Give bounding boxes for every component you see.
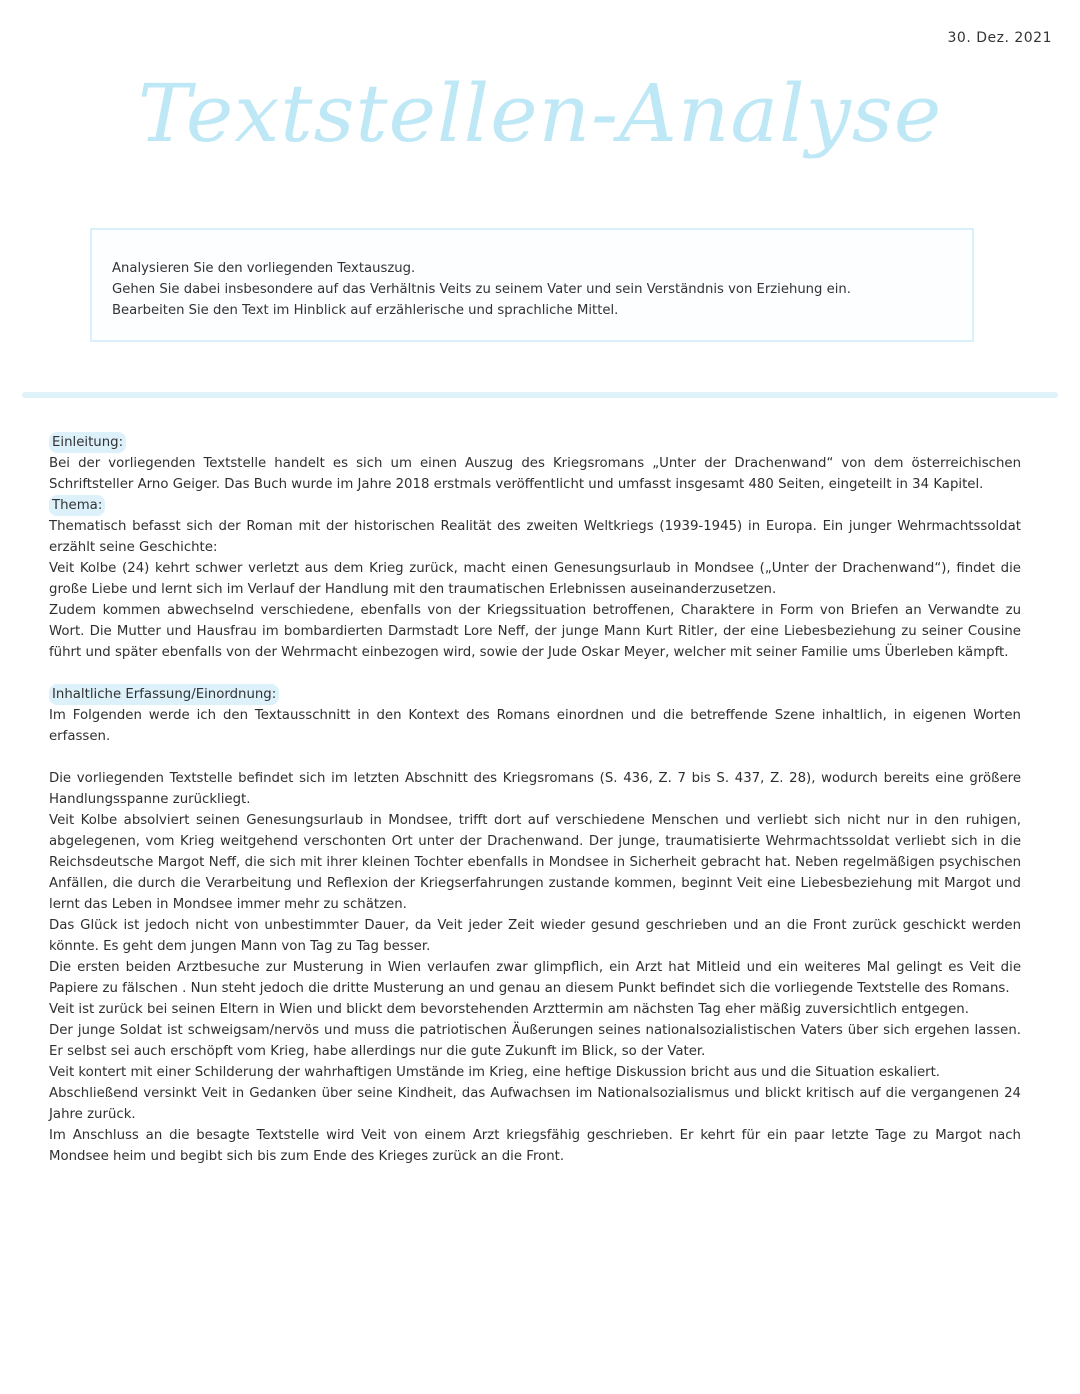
paragraph: Im Anschluss an die besagte Textstelle wird Veit von einem Arzt kriegsfähig geschrieben. Er kehrt für ein paar letzte Tage zu Margot nach Mondsee heim und begibt sich bis zum Ende des Krieges zurück an die Front. xyxy=(49,1128,1021,1164)
paragraph: Die ersten beiden Arztbesuche zur Musterung in Wien verlaufen zwar glimpflich, ein Arzt hat Mitleid und ein weiteres Mal gelingt es Veit die Papiere zu fälschen . Nun steht jedoch die dritte Musterung an und genau an diesem Punkt befindet sich die vorliegende Textstelle des Romans. xyxy=(49,960,1021,996)
paragraph: Veit Kolbe absolviert seinen Genesungsurlaub in Mondsee, trifft dort auf verschiedene Menschen und verliebt sich nicht nur in den ruhigen, abgelegenen, vom Krieg weitgehend verschonten Ort unter der Drachenwand. Der junge, traumatisierte Wehrmachtssoldat verliebt sich in die Reichsdeutsche Margot Neff, die sich mit ihrer kleinen Tochter ebenfalls in Mondsee in Sicherheit gebracht hat. Neben regelmäßigen psychischen Anfällen, die durch die Verarbeitung und Reflexion der Kriegserfahrungen zustande kommen, beginnt Veit eine Liebesbeziehung mit Margot und lernt das Leben in Mondsee immer mehr zu schätzen. xyxy=(49,813,1021,912)
task-line: Gehen Sie dabei insbesondere auf das Verhältnis Veits zu seinem Vater und sein Verständnis von Erziehung ein. xyxy=(112,282,851,297)
date: 30. Dez. 2021 xyxy=(947,30,1052,46)
paragraph: Die vorliegenden Textstelle befindet sich im letzten Abschnitt des Kriegsromans (S. 436, Z. 7 bis S. 437, Z. 28), wodurch bereits eine größere Handlungsspanne zurückliegt. xyxy=(49,771,1021,807)
task-line: Analysieren Sie den vorliegenden Textauszug. xyxy=(112,261,416,276)
task-box xyxy=(90,228,974,342)
task-line: Bearbeiten Sie den Text im Hinblick auf erzählerische und sprachliche Mittel. xyxy=(112,303,619,318)
page-title: Textstellen-Analyse xyxy=(137,67,943,160)
paragraph: Veit Kolbe (24) kehrt schwer verletzt aus dem Krieg zurück, macht einen Genesungsurlaub in Mondsee („Unter der Drachenwand“), findet die große Liebe und lernt sich im Verlauf der Handlung mit den traumatischen Erlebnissen auseinanderzusetzen. xyxy=(49,561,1021,597)
section-heading-einleitung: Einleitung: xyxy=(49,432,126,453)
paragraph: Abschließend versinkt Veit in Gedanken über seine Kindheit, das Aufwachsen im Nationalsozialismus und blickt kritisch auf die vergangenen 24 Jahre zurück. xyxy=(49,1086,1021,1122)
paragraph: Zudem kommen abwechselnd verschiedene, ebenfalls von der Kriegssituation betroffenen, Charaktere in Form von Briefen an Verwandte zu Wort. Die Mutter und Hausfrau im bombardierten Darmstadt Lore Neff, der junge Mann Kurt Ritler, der eine Liebesbeziehung zu seiner Cousine führt und später ebenfalls von der Wehrmacht einbezogen wird, sowie der Jude Oskar Meyer, welcher mit seiner Familie ums Überleben kämpft. xyxy=(49,603,1021,660)
paragraph: Veit ist zurück bei seinen Eltern in Wien und blickt dem bevorstehenden Arzttermin am nächsten Tag eher mäßig zuversichtlich entgegen. xyxy=(49,1002,969,1017)
paragraph: Der junge Soldat ist schweigsam/nervös und muss die patriotischen Äußerungen seines nationalsozialistischen Vaters über sich ergehen lassen. Er selbst sei auch erschöpft vom Krieg, habe allerdings nur die gute Zukunft im Blick, so der Vater. xyxy=(49,1023,1021,1059)
divider xyxy=(22,392,1058,398)
document-body xyxy=(49,432,1021,1167)
paragraph: Thematisch befasst sich der Roman mit der historischen Realität des zweiten Weltkriegs (1939-1945) in Europa. Ein junger Wehrmachtssoldat erzählt seine Geschichte: xyxy=(49,519,1021,555)
section-heading-inhalt: Inhaltliche Erfassung/Einordnung: xyxy=(49,684,279,705)
section-heading-thema: Thema: xyxy=(49,495,105,516)
paragraph: Das Glück ist jedoch nicht von unbestimmter Dauer, da Veit jeder Zeit wieder gesund geschrieben und an die Front zurück geschickt werden könnte. Es geht dem jungen Mann von Tag zu Tag besser. xyxy=(49,918,1021,954)
paragraph: Im Folgenden werde ich den Textausschnitt in den Kontext des Romans einordnen und die betreffende Szene inhaltlich, in eigenen Worten erfassen. xyxy=(49,708,1021,744)
paragraph: Bei der vorliegenden Textstelle handelt es sich um einen Auszug des Kriegsromans „Unter der Drachenwand“ von dem österreichischen Schriftsteller Arno Geiger. Das Buch wurde im Jahre 2018 erstmals veröffentlicht und umfasst insgesamt 480 Seiten, eingeteilt in 34 Kapitel. xyxy=(49,456,1021,492)
paragraph: Veit kontert mit einer Schilderung der wahrhaftigen Umstände im Krieg, eine heftige Diskussion bricht aus und die Situation eskaliert. xyxy=(49,1065,941,1080)
